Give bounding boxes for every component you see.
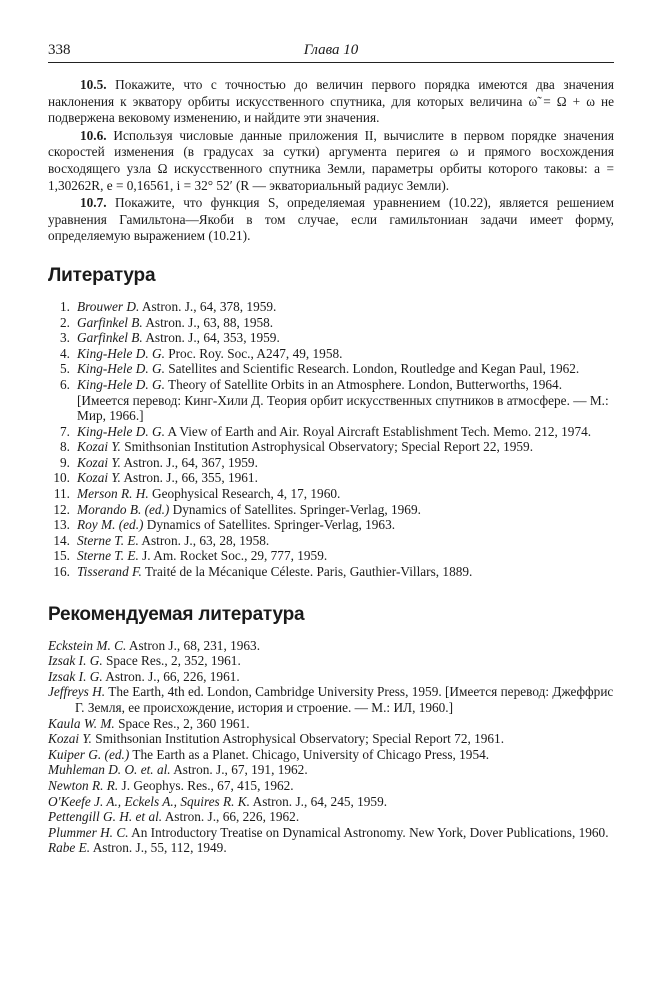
- problem-number: 10.6.: [80, 127, 107, 143]
- reference-item: [48, 315, 614, 331]
- recommended-item: [48, 638, 614, 654]
- reference-text: Space Res., 2, 352, 1961.: [105, 653, 241, 669]
- recommended-item: [48, 653, 614, 669]
- reference-number: 8.: [60, 439, 70, 455]
- reference-item: [48, 299, 614, 315]
- reference-text: Space Res., 2, 360 1961.: [118, 715, 250, 731]
- reference-text: Astron. J., 64, 367, 1959.: [123, 454, 258, 470]
- literature-list: [48, 299, 614, 580]
- reference-text: Astron. J., 63, 88, 1958.: [145, 314, 274, 330]
- reference-author: Brouwer D.: [77, 298, 140, 314]
- reference-author: Kozai Y.: [77, 439, 121, 455]
- reference-text: Smithsonian Institution Astrophysical Observatory; Special Report 72, 1961.: [95, 731, 505, 747]
- problems-section: [48, 77, 614, 245]
- reference-item: [48, 346, 614, 362]
- reference-author: Eckstein M. C.: [48, 637, 127, 653]
- reference-text: Astron. J., 66, 226, 1962.: [164, 809, 300, 825]
- reference-number: 15.: [53, 548, 70, 564]
- reference-text: Geophysical Research, 4, 17, 1960.: [151, 486, 341, 502]
- reference-author: King-Hele D. G.: [77, 376, 165, 392]
- reference-author: Jeffreys H.: [48, 684, 106, 700]
- reference-author: Tisserand F.: [77, 564, 142, 580]
- reference-text: J. Am. Rocket Soc., 29, 777, 1959.: [142, 548, 328, 564]
- reference-item: [48, 439, 614, 455]
- problem: [48, 77, 614, 127]
- problem-number: 10.5.: [80, 77, 107, 92]
- running-header: [48, 40, 614, 63]
- reference-author: Sterne T. E.: [77, 548, 139, 564]
- reference-number: 11.: [53, 486, 70, 502]
- reference-author: Roy M. (ed.): [77, 517, 144, 533]
- reference-author: Newton R. R.: [48, 777, 119, 793]
- reference-number: 2.: [60, 314, 70, 330]
- recommended-item: [48, 669, 614, 685]
- recommended-item: [48, 747, 614, 763]
- reference-number: 16.: [53, 564, 70, 580]
- reference-item: [48, 486, 614, 502]
- reference-text: The Earth, 4th ed. London, Cambridge University Press, 1959. [Имеется перевод: Джеффрис Г. Земля, ее происхождение, история и строение. — М.: ИЛ, 1960.]: [75, 684, 614, 715]
- reference-number: 13.: [53, 517, 70, 533]
- recommended-item: [48, 762, 614, 778]
- reference-text: Proc. Roy. Soc., A247, 49, 1958.: [168, 345, 343, 361]
- reference-item: [48, 517, 614, 533]
- reference-author: Izsak I. G.: [48, 653, 103, 669]
- reference-text: Astron. J., 67, 191, 1962.: [173, 762, 308, 778]
- reference-author: King-Hele D. G.: [77, 361, 165, 377]
- reference-item: [48, 455, 614, 471]
- reference-text: The Earth as a Planet. Chicago, University of Chicago Press, 1954.: [132, 746, 490, 762]
- recommended-item: [48, 731, 614, 747]
- reference-item: [48, 424, 614, 440]
- reference-text: Dynamics of Satellites. Springer-Verlag, 1963.: [146, 517, 396, 533]
- reference-item: [48, 361, 614, 377]
- reference-text: Theory of Satellite Orbits in an Atmosphere. London, Butterworths, 1964. [Имеется перевод: Кинг-Хили Д. Теория орбит искусственных спутников в атмосфере. — М.: Мир, 1966.]: [77, 376, 609, 424]
- recommended-item: [48, 825, 614, 841]
- reference-number: 9.: [60, 454, 70, 470]
- reference-text: An Introductory Treatise on Dynamical Astronomy. New York, Dover Publications, 1960.: [131, 824, 609, 840]
- reference-text: Astron. J., 55, 112, 1949.: [92, 840, 227, 856]
- reference-item: [48, 548, 614, 564]
- recommended-item: [48, 809, 614, 825]
- reference-text: Astron J., 68, 231, 1963.: [128, 637, 261, 653]
- problem: [48, 128, 614, 194]
- reference-text: Astron. J., 64, 245, 1959.: [252, 793, 388, 809]
- reference-number: 5.: [60, 361, 70, 377]
- reference-text: Smithsonian Institution Astrophysical Observatory; Special Report 22, 1959.: [124, 439, 534, 455]
- reference-author: Kozai Y.: [77, 470, 121, 486]
- page-number: 338: [48, 42, 71, 58]
- reference-author: Morando B. (ed.): [77, 501, 170, 517]
- reference-number: 7.: [60, 423, 70, 439]
- reference-item: [48, 564, 614, 580]
- problem-text: Используя числовые данные приложения II, вычислите в первом порядке значения скоростей изменения (в градусах за сутки) аргумента перигея ω и прямого восхождения восходящего узла Ω искусственного спутника Земли, параметры орбиты которого таковы: a = 1,30262R, e = 0,16561, i = 32° 52′ (R — экваториальный радиус Земли).: [48, 127, 614, 193]
- problem: [48, 195, 614, 245]
- recommended-item: [48, 840, 614, 856]
- reference-number: 3.: [60, 330, 70, 346]
- recommended-heading: Рекомендуемая литература: [48, 603, 305, 625]
- reference-text: Dynamics of Satellites. Springer-Verlag, 1969.: [172, 501, 421, 517]
- reference-text: Astron. J., 63, 28, 1958.: [141, 532, 270, 548]
- recommended-list: [48, 638, 614, 856]
- recommended-item: [48, 794, 614, 810]
- reference-text: J. Geophys. Res., 67, 415, 1962.: [121, 777, 294, 793]
- reference-item: [48, 330, 614, 346]
- reference-author: Kozai Y.: [48, 731, 92, 747]
- literature-heading: Литература: [48, 264, 156, 286]
- reference-number: 10.: [53, 470, 70, 486]
- reference-author: King-Hele D. G.: [77, 345, 165, 361]
- reference-text: Astron. J., 66, 355, 1961.: [123, 470, 258, 486]
- reference-item: [48, 470, 614, 486]
- reference-item: [48, 502, 614, 518]
- reference-author: Kaula W. M.: [48, 715, 115, 731]
- recommended-item: [48, 778, 614, 794]
- reference-text: Satellites and Scientific Research. London, Routledge and Kegan Paul, 1962.: [168, 361, 580, 377]
- problem-text: Покажите, что функция S, определяемая уравнением (10.22), является решением уравнения Гамильтона—Якоби в том случае, если гамильтониан задачи имеет форму, определяемую выражением (10.21).: [48, 195, 614, 244]
- chapter-title: Глава 10: [303, 42, 359, 58]
- reference-author: Pettengill G. H. et al.: [48, 809, 163, 825]
- reference-number: 14.: [53, 532, 70, 548]
- reference-author: Kuiper G. (ed.): [48, 746, 130, 762]
- reference-text: A View of Earth and Air. Royal Aircraft Establishment Tech. Memo. 212, 1974.: [167, 423, 592, 439]
- reference-number: 4.: [60, 345, 70, 361]
- reference-author: Plummer H. C.: [48, 824, 129, 840]
- reference-author: O'Keefe J. A., Eckels A., Squires R. K.: [48, 793, 251, 809]
- reference-number: 1.: [60, 298, 70, 314]
- reference-author: Muhleman D. O. et. al.: [48, 762, 171, 778]
- reference-number: 12.: [53, 501, 70, 517]
- reference-item: [48, 377, 614, 424]
- recommended-item: [48, 716, 614, 732]
- reference-author: Izsak I. G.: [48, 668, 103, 684]
- book-page: [48, 40, 614, 856]
- reference-text: Astron. J., 64, 353, 1959.: [145, 330, 280, 346]
- reference-author: Sterne T. E.: [77, 532, 139, 548]
- problem-number: 10.7.: [80, 195, 107, 211]
- reference-author: Garfinkel B.: [77, 314, 143, 330]
- recommended-item: [48, 684, 614, 715]
- reference-text: Astron. J., 66, 226, 1961.: [105, 668, 240, 684]
- reference-author: Merson R. H.: [77, 486, 149, 502]
- reference-author: King-Hele D. G.: [77, 423, 165, 439]
- problem-text: Покажите, что с точностью до величин первого порядка имеются два значения наклонения к экватору орбиты искусственного спутника, для которых величина ω̃ = Ω + ω не подвержена вековому изменению, и найдите эти значения.: [48, 77, 614, 126]
- reference-text: Astron. J., 64, 378, 1959.: [141, 298, 277, 314]
- reference-text: Traité de la Mécanique Céleste. Paris, Gauthier-Villars, 1889.: [144, 564, 473, 580]
- reference-item: [48, 533, 614, 549]
- reference-author: Kozai Y.: [77, 454, 121, 470]
- reference-author: Rabe E.: [48, 840, 91, 856]
- reference-author: Garfinkel B.: [77, 330, 143, 346]
- reference-number: 6.: [60, 376, 70, 392]
